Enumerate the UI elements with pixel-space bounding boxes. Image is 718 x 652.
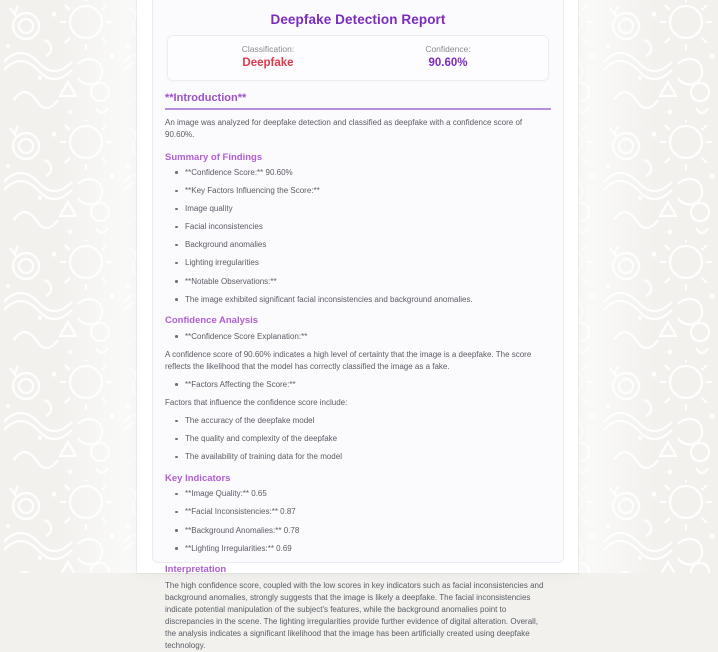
confidence-value: 90.60% — [428, 57, 468, 70]
confidence-explanation-paragraph: A confidence score of 90.60% indicates a high level of certainty that the image is a deepfake. The score reflects the likelihood that the model has correctly classified the image as a fake. — [165, 349, 532, 371]
list-item: **Key Factors Influencing the Score:** — [175, 185, 551, 197]
deepfake-report-card — [152, 0, 564, 651]
confidence-block — [358, 44, 538, 71]
page-container — [137, 0, 578, 651]
section-heading-key-indicators: Key Indicators — [165, 472, 231, 484]
interpretation-paragraph: The high confidence score, coupled with the low scores in key indicators such as facial inconsistencies and background anomalies, strongly suggests that the image is likely a deepfake. The facial inconsistencies indicate potential manipulation of the subject's features, while the background anomalies point to discrepancies in the scene. The lighting irregularities provide further evidence of digital alteration. Overall, the analysis indicates a significant likelihood that the image has been artificially created using deepfake technology. — [165, 580, 544, 651]
confidence-factors-paragraph: Factors that influence the confidence score include: — [165, 398, 348, 408]
list-item: **Facial Inconsistencies:** 0.87 — [175, 506, 551, 518]
summary-of-findings-list — [165, 167, 551, 305]
list-item: **Notable Observations:** — [175, 276, 551, 288]
list-item: **Lighting Irregularities:** 0.69 — [175, 543, 551, 555]
list-item: **Confidence Score:** 90.60% — [175, 167, 551, 179]
list-item: The image exhibited significant facial inconsistencies and background anomalies. — [175, 294, 551, 306]
section-heading-introduction: **Introduction** — [165, 91, 551, 110]
classification-block — [178, 44, 358, 71]
page-title: Deepfake Detection Report — [270, 12, 446, 27]
classification-value: Deepfake — [242, 57, 294, 70]
list-item: Background anomalies — [175, 239, 551, 251]
list-item: Lighting irregularities — [175, 257, 551, 269]
list-item: The availability of training data for the model — [175, 451, 551, 463]
confidence-explanation-list — [165, 331, 551, 343]
section-heading-confidence-analysis: Confidence Analysis — [165, 315, 259, 327]
key-indicators-list — [165, 488, 551, 554]
confidence-factors-list — [165, 379, 551, 391]
classification-label: Classification: — [241, 44, 295, 54]
section-heading-summary-of-findings: Summary of Findings — [165, 151, 263, 163]
confidence-label: Confidence: — [425, 44, 471, 54]
list-item: **Confidence Score Explanation:** — [175, 331, 551, 343]
introduction-paragraph: An image was analyzed for deepfake detection and classified as deepfake with a confidence score of 90.60%. — [165, 118, 523, 140]
list-item: **Factors Affecting the Score:** — [175, 379, 551, 391]
summary-metrics-card — [167, 35, 549, 81]
list-item: **Background Anomalies:** 0.78 — [175, 525, 551, 537]
confidence-factor-items-list — [165, 415, 551, 463]
list-item: Facial inconsistencies — [175, 221, 551, 233]
section-heading-interpretation: Interpretation — [165, 564, 227, 576]
list-item: **Image Quality:** 0.65 — [175, 488, 551, 500]
list-item: Image quality — [175, 203, 551, 215]
list-item: The accuracy of the deepfake model — [175, 415, 551, 427]
list-item: The quality and complexity of the deepfake — [175, 433, 551, 445]
